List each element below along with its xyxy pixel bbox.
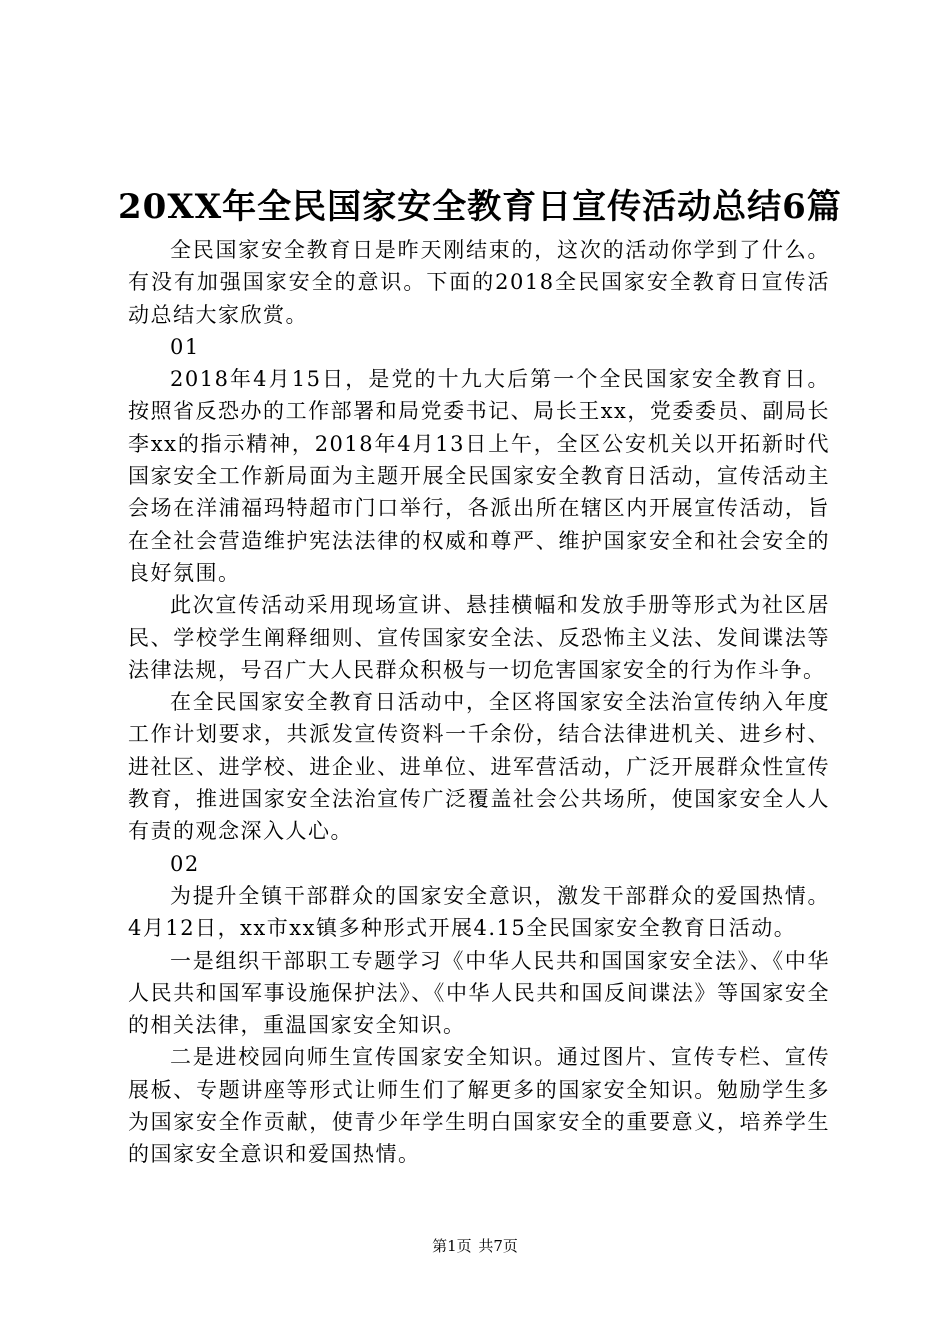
section-number-01: 01 [170,334,200,359]
document-title: 20XX年全民国家安全教育日宣传活动总结6篇 [118,187,842,227]
document-body [128,234,830,1171]
paragraph: 二是进校园向师生宣传国家安全知识。通过图片、宣传专栏、宣传展板、专题讲座等形式让师生们了解更多的国家安全知识。勉励学生多为国家安全作贡献，使青少年学生明白国家安全的重要意义，培养学生的国家安全意识和爱国热情。 [128,1045,830,1167]
page-footer [0,1236,950,1256]
paragraph: 2018年4月15日，是党的十九大后第一个全民国家安全教育日。按照省反恐办的工作部署和局党委书记、局长王xx，党委委员、副局长李xx的指示精神，2018年4月13日上午，全区公安机关以开拓新时代国家安全工作新局面为主题开展全民国家安全教育日活动，宣传活动主会场在洋浦福玛特超市门口举行，各派出所在辖区内开展宣传活动，旨在全社会营造维护宪法法律的权威和尊严、维护国家安全和社会安全的良好氛围。 [128,367,830,585]
section-number-02: 02 [170,851,200,876]
paragraph: 在全民国家安全教育日活动中，全区将国家安全法治宣传纳入年度工作计划要求，共派发宣传资料一千余份，结合法律进机关、进乡村、进社区、进学校、进企业、进单位、进军营活动，广泛开展群众性宣传教育，推进国家安全法治宣传广泛覆盖社会公共场所，使国家安全人人有责的观念深入人心。 [128,690,830,844]
paragraph: 一是组织干部职工专题学习《中华人民共和国国家安全法》、《中华人民共和国军事设施保护法》、《中华人民共和国反间谍法》等国家安全的相关法律，重温国家安全知识。 [128,948,830,1038]
paragraph: 此次宣传活动采用现场宣讲、悬挂横幅和发放手册等形式为社区居民、学校学生阐释细则、宣传国家安全法、反恐怖主义法、发间谍法等法律法规，号召广大人民群众积极与一切危害国家安全的行为作斗争。 [128,593,830,682]
page-number-current: 第1页 [432,1237,472,1255]
page-number-total: 共7页 [478,1237,518,1255]
paragraph: 为提升全镇干部群众的国家安全意识，激发干部群众的爱国热情。4月12日，xx市xx镇多种形式开展4.15全民国家安全教育日活动。 [128,883,830,941]
paragraph-intro: 全民国家安全教育日是昨天刚结束的，这次的活动你学到了什么。有没有加强国家安全的意识。下面的2018全民国家安全教育日宣传活动总结大家欣赏。 [128,238,830,327]
